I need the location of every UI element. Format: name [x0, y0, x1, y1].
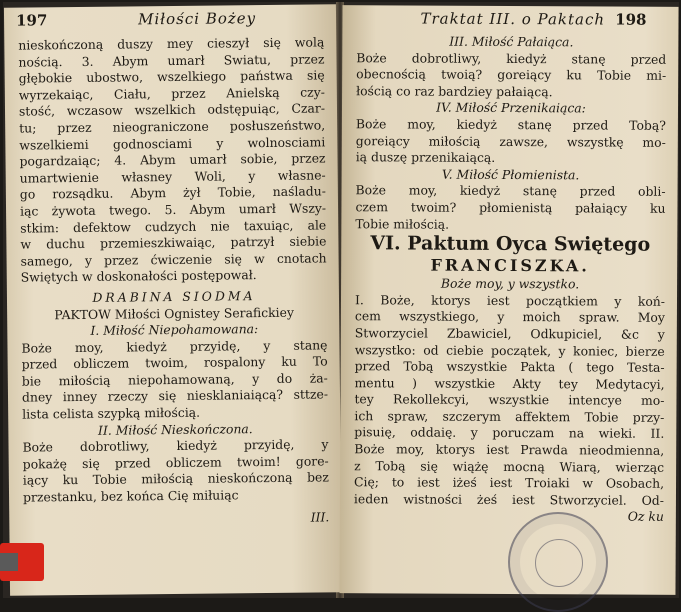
text-line: tu; przez nieograniczone posłuszeństwo, — [19, 117, 326, 136]
text-line: głębokie ubostwo, wszelkiego państwa się — [18, 67, 325, 86]
section-subtitle: PAKTOW Miłości Ognistey Serafickiey — [54, 304, 295, 322]
text-line: wszelkiemi godnosciami y wolnosciami — [19, 133, 326, 153]
text-line: umartwienie własney Woli, y własne- — [19, 167, 326, 186]
right-page-number: 198 — [615, 10, 647, 29]
section-title: DRABINA SIODMA — [92, 288, 256, 305]
text-line: Boże moy, kiedyż przyidę, y stanę — [21, 337, 328, 356]
left-page-number: 197 — [15, 11, 48, 30]
right-running-head: Traktat III. o Paktach — [420, 9, 606, 29]
text-line: nieskończoną duszy mey cieszył się wolą — [18, 34, 325, 53]
red-clip — [0, 543, 44, 581]
text-line: w duchu przemieszkiwaiąc, patrzył siebie — [20, 233, 327, 252]
text-line: goreiący miłością zawsze, wszystkę mo- — [355, 132, 666, 150]
pact-heading: IV. Miłość Przenikaiąca: — [436, 99, 586, 116]
text-line: przed Tobą wszystkie Pakta ( tego Testa- — [354, 358, 665, 375]
text-line: go rozsądku. Abym żył Tobie, naśladu- — [19, 183, 326, 202]
text-line: wszystko: od ciebie początek, y koniec, bierze — [354, 341, 665, 359]
open-book — [3, 2, 679, 598]
text-line: Boże dobrotliwy, kiedyż przyidę, y — [22, 436, 329, 455]
left-page-header — [4, 4, 336, 31]
text-line: tey Rekollekcyi, wszystkie intencye mo- — [354, 391, 665, 409]
pact-heading: II. Miłość Nieskończona. — [97, 420, 253, 438]
text-line: przed obliczem twoim, rospalony ku To — [21, 353, 328, 372]
chapter-subheading: Boże moy, y wszystko. — [440, 275, 580, 292]
text-line: bie miłością niepohamowaną, y do ża- — [21, 370, 328, 389]
text-line: I. Boże, ktorys iest początkiem y koń- — [354, 291, 666, 309]
text-line: z Tobą się wiążę mocną Wiarą, wierząc — [354, 457, 665, 475]
text-line: Boże moy, kiedyż stanę przed obli- — [355, 182, 666, 200]
pact-heading: I. Miłość Niepohamowana: — [90, 321, 259, 338]
chapter-heading-name: FRANCISZKA. — [430, 255, 590, 276]
text-line: stość, wczasow wszelkich odstępuiąc, Czar- — [18, 100, 326, 119]
text-line: Boże dobrotliwy, kiedyż stanę przed — [356, 49, 667, 67]
catchword: Oz ku — [627, 509, 664, 525]
right-page-header — [342, 5, 678, 31]
text-line: nością. 3. Abym umarł Swiatu, przez — [18, 50, 325, 70]
text-line: iący ku Tobie miłością nieskończoną bez — [22, 469, 329, 489]
text-line: Stworzyciel Zbawiciel, Odkupiciel, &c y — [354, 325, 665, 342]
pact-heading: V. Miłość Płomienista. — [441, 166, 580, 183]
text-line: mentu ) wszystkie Akty tey Medytacyi, — [354, 374, 665, 392]
left-running-head: Miłości Bożey — [137, 9, 257, 29]
text-line: pokażę się przed obliczem twoim! gore- — [22, 453, 329, 472]
text-line: Cię; to iest iżeś iest Troiaki w Osobach, — [354, 474, 665, 492]
text-line: stkim: defektow cudzych nie taxuiąc, ale — [20, 216, 327, 236]
text-line: dney inney rzeczy się niesklaniaiącą? sttze- — [21, 386, 329, 406]
catchword: III. — [310, 509, 330, 525]
text-line: czem twoim? płomienistą pałaiący ku — [355, 199, 666, 216]
text-line: Boże moy, kiedyż stanę przed Tobą? — [355, 116, 666, 133]
text-line: przestanku, bez końca Cię miłuiąc — [22, 487, 239, 505]
text-line: Boże moy, ktorys iest Prawda nieodmienna, — [354, 441, 665, 458]
text-line: pogardzaiąc; 4. Abym umarł sobie, przez — [19, 150, 326, 169]
text-line: ią duszę przenikaiącą. — [355, 149, 496, 166]
text-line: cem wszystkiego, y moich spraw. Moy — [354, 308, 665, 326]
pact-heading: III. Miłość Pałaiąca. — [449, 33, 574, 50]
text-line: Tobie miłością. — [355, 215, 450, 232]
text-line: wyrzekaiąc, Ciału, przez Anielską czy- — [18, 84, 325, 103]
right-page-text — [354, 33, 667, 526]
right-page — [339, 5, 678, 595]
text-line: łością co raz bardziey pałaiącą. — [356, 82, 553, 100]
text-line: lista celista szypką miłością. — [22, 404, 201, 422]
stamp-emblem — [535, 539, 583, 587]
text-line: Swiętych w doskonałości postępował. — [20, 267, 257, 285]
left-page-text — [18, 34, 329, 528]
text-line: samego, y przez ćwiczenie się w cnotach — [20, 250, 327, 269]
library-stamp — [508, 512, 608, 612]
left-page — [4, 4, 342, 595]
left-body — [18, 34, 327, 286]
text-line: iąc żywota twego. 5. Abym umarł Wszy- — [19, 200, 327, 219]
text-line: pisuię, oddaię. y poruczam na wieki. II. — [354, 424, 665, 442]
text-line: ieden wistności żeś iest Stworzyciel. Od- — [353, 491, 664, 508]
text-line: ich spraw, szczerym affektem Tobie przy- — [354, 408, 665, 425]
text-line: obecnością twoią? goreiący ku Tobie mi- — [356, 66, 667, 84]
chapter-heading: VI. Paktum Oyca Swiętego — [370, 232, 651, 256]
